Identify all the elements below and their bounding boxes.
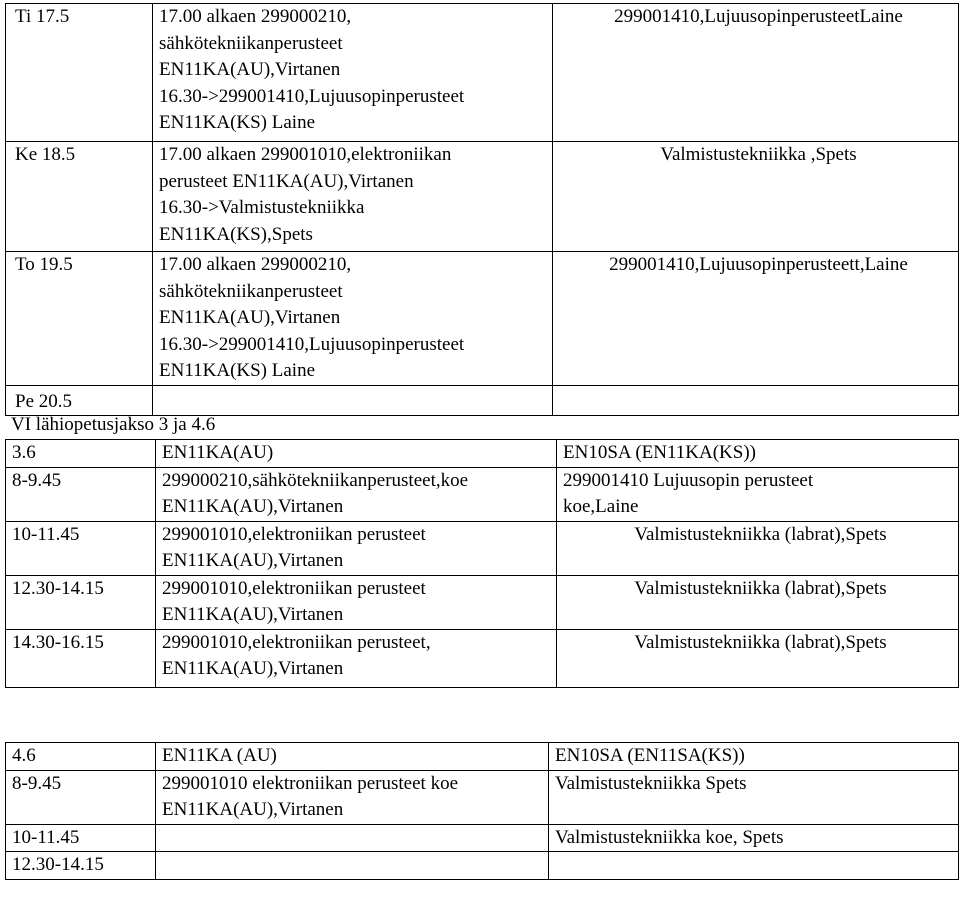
date-header: 4.6	[6, 743, 156, 771]
course-line: EN11KA(AU),Virtanen	[162, 550, 344, 571]
group-b-header: EN10SA (EN11SA(KS))	[549, 743, 959, 771]
table-row	[6, 521, 959, 575]
group-a-cell	[156, 575, 557, 629]
course-cell	[153, 4, 553, 142]
group-b-cell	[557, 521, 959, 575]
group-a-cell	[156, 467, 557, 521]
course-line: EN11KA(AU),Virtanen	[159, 59, 341, 80]
course-line: 299001410 Lujuusopin perusteet	[563, 469, 814, 491]
group-a-cell	[156, 521, 557, 575]
ks-course-cell	[553, 252, 959, 386]
course-line: 299001010,elektroniikan perusteet	[162, 577, 426, 599]
group-a-cell	[156, 824, 549, 852]
day-label: Ke 18.5	[15, 144, 76, 165]
table-row	[6, 467, 959, 521]
course-line: 16.30->Valmistustekniikka	[159, 197, 365, 218]
group-a-header: EN11KA(AU)	[156, 440, 557, 468]
course-cell	[153, 252, 553, 386]
group-b-cell	[557, 467, 959, 521]
course-line: Valmistustekniikka (labrat),Spets	[634, 577, 887, 599]
schedule-3-6-table	[5, 439, 959, 688]
group-a-header: EN11KA (AU)	[156, 743, 549, 771]
group-b-cell	[557, 629, 959, 687]
table-row	[6, 852, 959, 880]
group-b-cell	[549, 824, 959, 852]
day-cell	[6, 142, 153, 252]
course-line: 16.30->299001410,Lujuusopinperusteet	[159, 333, 465, 355]
schedule-row-friday	[6, 385, 959, 416]
course-line: EN11KA(KS) Laine	[159, 360, 316, 381]
course-line: sähkötekniikanperusteet	[159, 280, 343, 302]
ks-course-cell	[553, 142, 959, 252]
ks-course-label: Valmistustekniikka ,Spets	[660, 144, 857, 165]
day-cell	[6, 252, 153, 386]
table-row	[6, 824, 959, 852]
schedule-row-thursday	[6, 252, 959, 386]
course-line: EN11KA(AU),Virtanen	[162, 496, 344, 517]
ks-course-cell	[553, 385, 959, 416]
course-line: EN11KA(AU),Virtanen	[162, 658, 344, 679]
table-row	[6, 629, 959, 687]
course-line: EN11KA(AU),Virtanen	[162, 604, 344, 625]
course-line: 299001010,elektroniikan perusteet,	[162, 631, 431, 653]
day-label: To 19.5	[15, 254, 73, 275]
time-cell: 12.30-14.15	[6, 575, 156, 629]
header-row	[6, 743, 959, 771]
group-b-cell	[549, 852, 959, 880]
schedule-row-wednesday	[6, 142, 959, 252]
date-header: 3.6	[6, 440, 156, 468]
course-line: koe,Laine	[563, 496, 639, 517]
ks-course-label: 299001410,Lujuusopinperusteett,Laine	[609, 254, 908, 275]
group-b-header: EN10SA (EN11KA(KS))	[557, 440, 959, 468]
course-line: 299001010 elektroniikan perusteet koe	[162, 772, 459, 794]
course-cell	[153, 142, 553, 252]
course-line: EN11KA(AU),Virtanen	[162, 799, 344, 820]
time-cell: 8-9.45	[6, 467, 156, 521]
day-label: Pe 20.5	[15, 390, 72, 412]
time-cell: 14.30-16.15	[6, 629, 156, 687]
course-line: 299000210,sähkötekniikanperusteet,koe	[162, 469, 469, 491]
time-cell: 8-9.45	[6, 770, 156, 824]
schedule-4-6-table	[5, 742, 959, 880]
section-heading: VI lähiopetusjakso 3 ja 4.6	[11, 414, 216, 435]
header-row	[6, 440, 959, 468]
time-cell: 10-11.45	[6, 824, 156, 852]
course-line: 16.30->299001410,Lujuusopinperusteet	[159, 85, 465, 107]
time-cell: 12.30-14.15	[6, 852, 156, 880]
course-line: EN11KA(AU),Virtanen	[159, 307, 341, 328]
time-cell: 10-11.45	[6, 521, 156, 575]
course-line: Valmistustekniikka (labrat),Spets	[634, 523, 887, 545]
course-cell	[153, 385, 553, 416]
group-a-cell	[156, 770, 549, 824]
schedule-row-tuesday	[6, 4, 959, 142]
course-line: EN11KA(KS) Laine	[159, 112, 316, 133]
course-line: 17.00 alkaen 299001010,elektroniikan	[159, 144, 452, 165]
ks-course-label: 299001410,LujuusopinperusteetLaine	[614, 6, 903, 27]
course-line: 17.00 alkaen 299000210,	[159, 6, 352, 27]
day-cell	[6, 385, 153, 416]
course-line: sähkötekniikanperusteet	[159, 32, 343, 54]
table-row	[6, 575, 959, 629]
weekly-schedule-table	[5, 3, 959, 416]
group-b-cell	[549, 770, 959, 824]
day-label: Ti 17.5	[15, 6, 70, 27]
course-line: 299001010,elektroniikan perusteet	[162, 523, 426, 545]
group-a-cell	[156, 852, 549, 880]
group-b-cell	[557, 575, 959, 629]
course-line: 17.00 alkaen 299000210,	[159, 254, 352, 275]
course-line: Valmistustekniikka koe, Spets	[555, 826, 784, 848]
table-row	[6, 770, 959, 824]
ks-course-cell	[553, 4, 959, 142]
course-line: EN11KA(KS),Spets	[159, 223, 313, 245]
day-cell	[6, 4, 153, 142]
group-a-cell	[156, 629, 557, 687]
course-line: perusteet EN11KA(AU),Virtanen	[159, 170, 414, 192]
course-line: Valmistustekniikka (labrat),Spets	[634, 631, 887, 653]
course-line: Valmistustekniikka Spets	[555, 772, 747, 794]
